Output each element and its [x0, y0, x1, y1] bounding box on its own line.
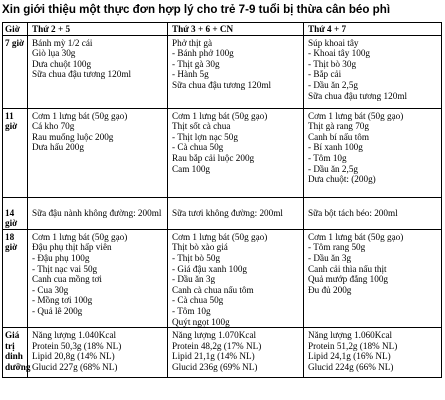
menu-cell: [168, 328, 304, 378]
menu-line: Năng lượng 1.070Kcal: [172, 330, 257, 341]
menu-line: Canh cua mồng tơi: [32, 274, 102, 285]
header-day-group-2: Thứ 3 + 6 + CN: [168, 23, 304, 36]
menu-line: - Thịt nạc vai 50g: [32, 263, 98, 274]
menu-line: - Cà chua 50g: [172, 295, 224, 306]
menu-line: Cơm 1 lưng bát (50g gạo): [32, 110, 128, 121]
menu-line: - Giá đậu xanh 100g: [172, 263, 248, 274]
menu-line: - Dầu ăn 3g: [172, 274, 216, 285]
table-row: [3, 35, 442, 108]
table-row: [3, 328, 442, 378]
menu-cell: [304, 35, 442, 108]
menu-line: Canh cà chua nấu tôm: [172, 284, 254, 295]
menu-line: - Thịt gà 30g: [172, 58, 220, 69]
menu-line: - Hành 5g: [172, 69, 209, 80]
menu-line: Canh cải thìa nấu thịt: [308, 263, 387, 274]
menu-line: Rau muống luộc 200g: [32, 131, 114, 142]
menu-line: Cơm 1 lưng bát (50g gạo): [308, 231, 404, 242]
menu-line: Dưa chuột: (200g): [308, 174, 376, 185]
menu-line: Lipid 21,1g (14% NL): [172, 351, 255, 362]
row-time: Giá trị dinh dưỡng: [3, 328, 28, 378]
menu-line: Đu đủ 200g: [308, 284, 352, 295]
menu-line: Cơm 1 lưng bát (50g gạo): [172, 110, 268, 121]
menu-table: [2, 22, 442, 378]
menu-line: - Đậu phụ 100g: [32, 252, 90, 263]
menu-line: - Quả lê 200g: [32, 305, 83, 316]
menu-line: Canh bí nấu tôm: [308, 131, 369, 142]
menu-cell: [168, 35, 304, 108]
menu-line: Thịt gà rang 70g: [308, 121, 369, 132]
menu-line: - Bí xanh 100g: [308, 142, 363, 153]
menu-line: Sữa đậu nành không đường: 200ml: [32, 207, 162, 218]
menu-cell: [28, 35, 168, 108]
menu-line: Sữa chua đậu tương 120ml: [32, 69, 132, 80]
header-day-group-1: Thứ 2 + 5: [28, 23, 168, 36]
menu-line: Protein 48,2g (17% NL): [172, 340, 262, 351]
menu-cell: [304, 197, 442, 229]
menu-line: Quýt ngọt 100g: [172, 316, 230, 327]
menu-line: Sữa chua đậu tương 120ml: [308, 90, 408, 101]
table-row: [3, 197, 442, 229]
menu-line: - Bánh phở 100g: [172, 48, 234, 59]
menu-line: Rau bắp cải luộc 200g: [172, 152, 255, 163]
row-time: 7 giờ: [3, 35, 28, 108]
table-row: [3, 108, 442, 197]
menu-line: - Bắp cải: [308, 69, 342, 80]
menu-line: Lipid 24,1g (16% NL): [308, 351, 391, 362]
menu-line: Bánh mỳ 1/2 cái: [32, 37, 93, 48]
menu-cell: [28, 229, 168, 327]
menu-line: - Tôm 10g: [172, 305, 211, 316]
menu-line: - Cua 30g: [32, 284, 69, 295]
menu-line: Protein 51,2g (18% NL): [308, 340, 398, 351]
menu-line: Lipid 20,8g (14% NL): [32, 351, 115, 362]
menu-line: Năng lượng 1.040Kcal: [32, 330, 117, 341]
menu-cell: [168, 197, 304, 229]
menu-cell: [168, 229, 304, 327]
menu-line: Glucid 227g (68% NL): [32, 361, 118, 372]
menu-line: Glucid 224g (66% NL): [308, 361, 394, 372]
menu-line: Dưa chuột 100g: [32, 58, 92, 69]
menu-line: Đậu phụ thịt hấp viên: [32, 242, 112, 253]
page-title: Xin giới thiệu một thực đơn hợp lý cho trẻ 7-9 tuổi bị thừa cân béo phì: [2, 3, 391, 16]
menu-line: - Dầu ăn 2,5g: [308, 163, 359, 174]
menu-line: Sữa bột tách béo: 200ml: [308, 207, 398, 218]
row-time: 18 giờ: [3, 229, 28, 327]
menu-line: Cá kho 70g: [32, 121, 75, 132]
menu-line: Súp khoai tây: [308, 37, 359, 48]
menu-cell: [28, 328, 168, 378]
menu-line: Giò lụa 30g: [32, 48, 76, 59]
menu-line: - Khoai tây 100g: [308, 48, 371, 59]
menu-line: Thịt sốt cà chua: [172, 121, 231, 132]
header-day-group-3: Thứ 4 + 7: [304, 23, 442, 36]
menu-line: Năng lượng 1.060Kcal: [308, 330, 393, 341]
menu-cell: [28, 108, 168, 197]
menu-line: Quả mướp đắng 100g: [308, 274, 389, 285]
menu-line: Thịt bò xào giá: [172, 242, 228, 253]
menu-line: - Cà chua 50g: [172, 142, 224, 153]
menu-line: - Mồng tơi 100g: [32, 295, 93, 306]
menu-line: Phở thịt gà: [172, 37, 213, 48]
menu-line: - Thịt bò 30g: [308, 58, 357, 69]
menu-cell: [304, 328, 442, 378]
menu-line: Dưa hấu 200g: [32, 142, 84, 153]
menu-line: - Dầu ăn 3g: [308, 252, 352, 263]
menu-cell: [28, 197, 168, 229]
menu-line: Cơm 1 lưng bát (50g gạo): [32, 231, 128, 242]
row-time: 11 giờ: [3, 108, 28, 197]
menu-line: Cam 100g: [172, 163, 211, 174]
menu-line: - Tôm 10g: [308, 152, 347, 163]
menu-line: - Dầu ăn 2,5g: [308, 79, 359, 90]
menu-cell: [304, 229, 442, 327]
menu-line: - Thịt lợn nạc 50g: [172, 131, 238, 142]
menu-line: Sữa tươi không đường: 200ml: [172, 207, 283, 218]
table-header-row: [3, 23, 442, 36]
menu-line: Sữa chua đậu tương 120ml: [172, 79, 272, 90]
menu-line: Cơm 1 lưng bát (50g gạo): [308, 110, 404, 121]
menu-line: - Thịt bò 50g: [172, 252, 221, 263]
menu-line: Protein 50,3g (18% NL): [32, 340, 122, 351]
table-row: [3, 229, 442, 327]
menu-line: - Tôm rang 50g: [308, 242, 366, 253]
header-time: Giờ: [3, 23, 28, 36]
menu-cell: [304, 108, 442, 197]
menu-line: Cơm 1 lưng bát (50g gạo): [172, 231, 268, 242]
menu-line: Glucid 236g (69% NL): [172, 361, 258, 372]
row-time: 14 giờ: [3, 197, 28, 229]
menu-cell: [168, 108, 304, 197]
